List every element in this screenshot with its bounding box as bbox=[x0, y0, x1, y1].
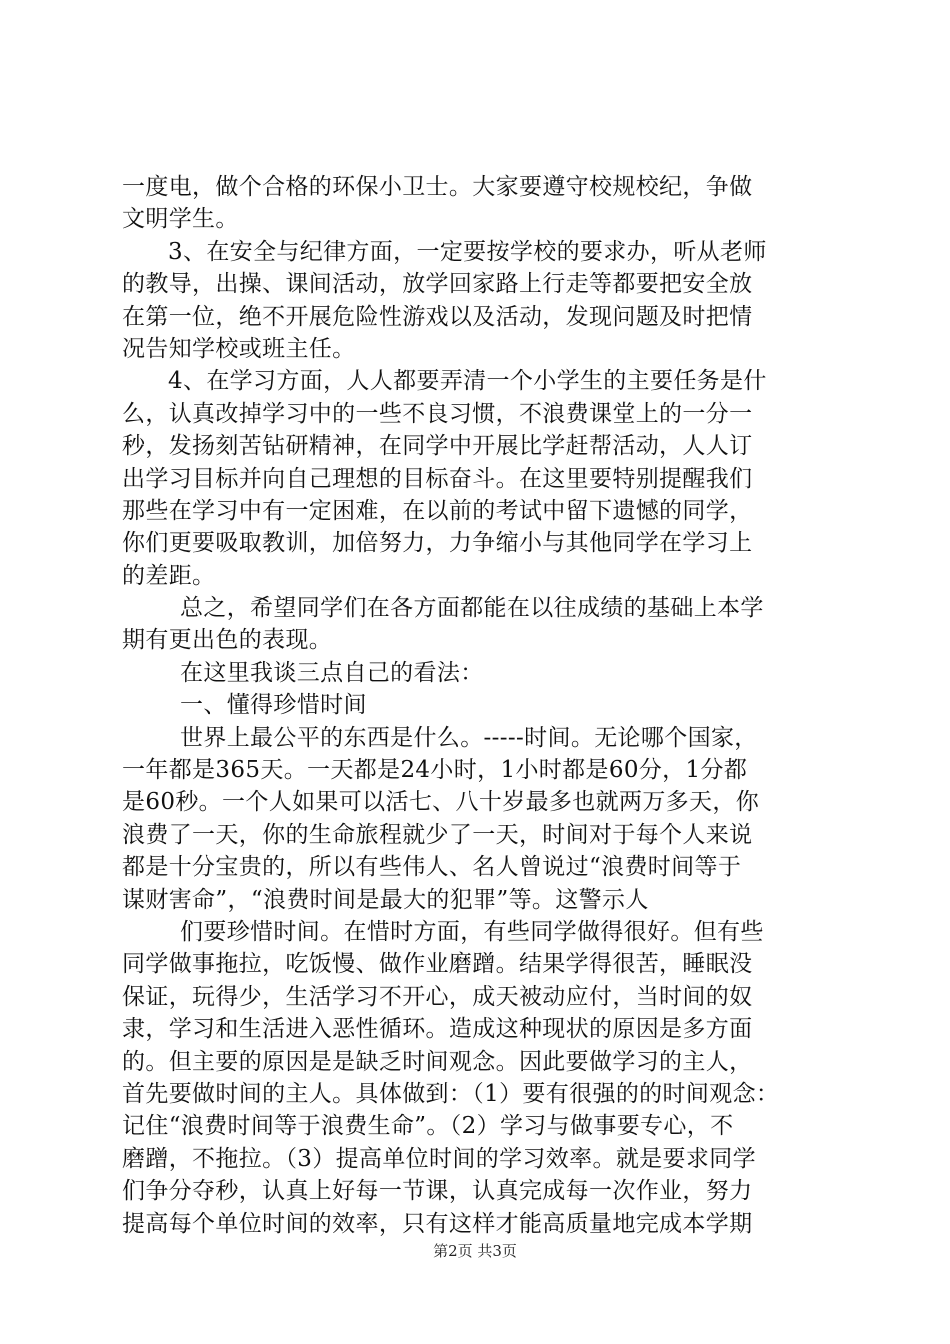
text-line: 一度电，做个合格的环保小卫士。大家要遵守校规校纪，争做 bbox=[122, 174, 753, 200]
text-line: 秒，发扬刻苦钻研精神，在同学中开展比学赶帮活动，人人订 bbox=[122, 433, 753, 460]
text-line: 保证，玩得少，生活学习不开心，成天被动应付，当时间的奴 bbox=[122, 983, 753, 1010]
text-line: 在第一位，绝不开展危险性游戏以及活动，发现问题及时把情 bbox=[122, 303, 753, 330]
text-line: 们要珍惜时间。在惜时方面，有些同学做得很好。但有些 bbox=[180, 918, 764, 945]
text-line: 磨蹭，不拖拉。（3）提高单位时间的学习效率。就是要求同学 bbox=[122, 1145, 756, 1172]
text-line: 记住“浪费时间等于浪费生命”。（2）学习与做事要专心，不 bbox=[122, 1113, 734, 1140]
text-line: 么，认真改掉学习中的一些不良习惯，不浪费课堂上的一分一 bbox=[122, 400, 753, 427]
text-line: 的教导，出操、课间活动，放学回家路上行走等都要把安全放 bbox=[122, 271, 753, 298]
text-line: 那些在学习中有一定困难，在以前的考试中留下遗憾的同学， bbox=[122, 497, 753, 524]
document-body bbox=[122, 171, 838, 1240]
text-line: 4、在学习方面，人人都要弄清一个小学生的主要任务是什 bbox=[168, 368, 767, 395]
text-line: 在这里我谈三点自己的看法： bbox=[180, 659, 484, 686]
text-line: 同学做事拖拉，吃饭慢、做作业磨蹭。结果学得很苦，睡眠没 bbox=[122, 951, 753, 978]
text-line: 文明学生。 bbox=[122, 206, 239, 233]
text-line: 的差距。 bbox=[122, 562, 216, 589]
text-line: 期有更出色的表现。 bbox=[122, 627, 333, 654]
text-line: 你们更要吸取教训，加倍努力，力争缩小与其他同学在学习上 bbox=[122, 530, 753, 557]
text-line: 况告知学校或班主任。 bbox=[122, 335, 356, 362]
text-line: 世界上最公平的东西是什么。-----时间。无论哪个国家， bbox=[180, 724, 758, 751]
text-line: 都是十分宝贵的，所以有些伟人、名人曾说过“浪费时间等于 bbox=[122, 854, 742, 881]
text-line: 首先要做时间的主人。具体做到：（1）要有很强的的时间观念： bbox=[122, 1080, 780, 1107]
text-line: 提高每个单位时间的效率，只有这样才能高质量地完成本学期 bbox=[122, 1210, 753, 1237]
text-line: 谋财害命”，“浪费时间是最大的犯罪”等。这警示人 bbox=[122, 886, 649, 913]
text-line: 是60秒。一个人如果可以活七、八十岁最多也就两万多天，你 bbox=[122, 789, 760, 816]
text-line: 3、在安全与纪律方面，一定要按学校的要求办，听从老师 bbox=[168, 238, 767, 265]
text-line: 浪费了一天，你的生命旅程就少了一天，时间对于每个人来说 bbox=[122, 821, 753, 848]
text-line: 们争分夺秒，认真上好每一节课，认真完成每一次作业，努力 bbox=[122, 1178, 753, 1205]
text-line: 一年都是365天。一天都是24小时，1小时都是60分，1分都 bbox=[122, 757, 748, 784]
page-number-footer: 第2页 共3页 bbox=[433, 1242, 517, 1260]
text-line: 隶，学习和生活进入恶性循环。造成这种现状的原因是多方面 bbox=[122, 1016, 753, 1043]
section-heading: 一、懂得珍惜时间 bbox=[180, 692, 367, 719]
text-line: 出学习目标并向自己理想的目标奋斗。在这里要特别提醒我们 bbox=[122, 465, 753, 492]
text-line: 的。但主要的原因是是缺乏时间观念。因此要做学习的主人， bbox=[122, 1048, 753, 1075]
text-line: 总之，希望同学们在各方面都能在以往成绩的基础上本学 bbox=[180, 595, 764, 622]
